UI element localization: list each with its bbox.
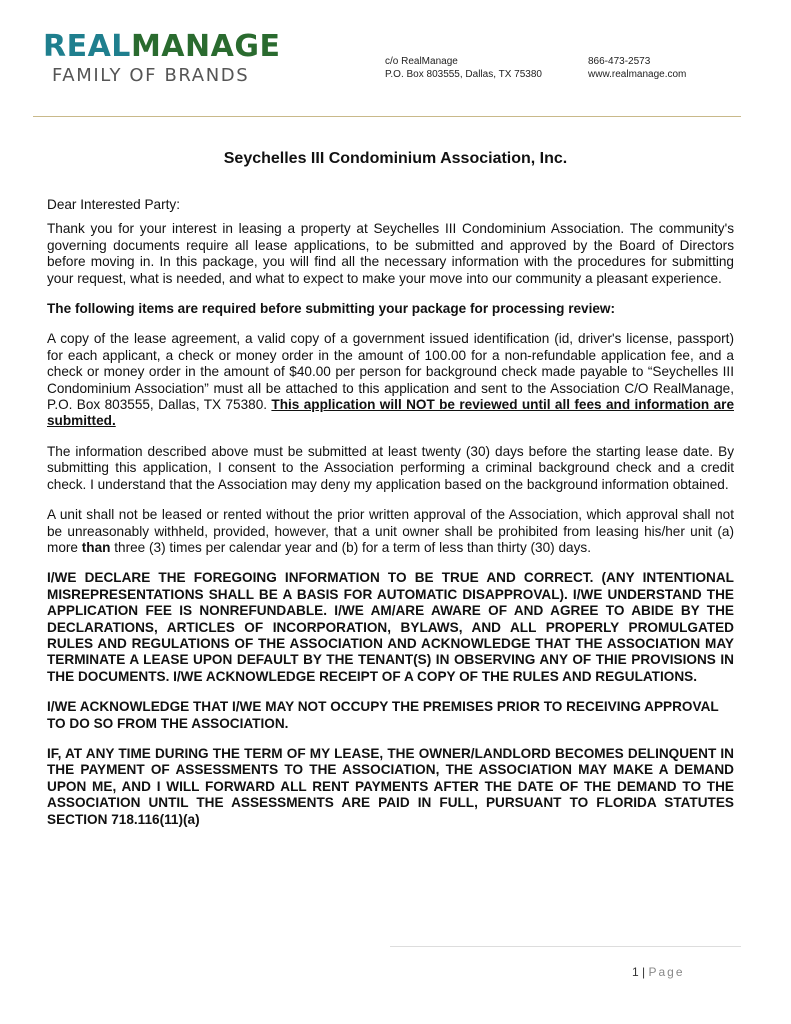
footer-divider: [390, 946, 741, 947]
website-link[interactable]: www.realmanage.com: [588, 69, 687, 80]
lease-restriction-text-2: three (3) times per calendar year and (b) for a term of less than thirty (30) days.: [110, 539, 591, 555]
lease-restriction-bold: than: [81, 539, 111, 555]
phone-number: 866-473-2573: [588, 56, 651, 67]
timing-paragraph: The information described above must be submitted at least twenty (30) days before the starting lease date. By submitting this application, I consent to the Association performing a criminal background check and a credit check. I understand that the Association may deny my application based on the background information obtained.: [47, 443, 734, 492]
declaration-paragraph: I/WE DECLARE THE FOREGOING INFORMATION TO BE TRUE AND CORRECT. (ANY INTENTIONAL MISREPRESENTATIONS SHALL BE A BASIS FOR AUTOMATIC DISAPPROVAL). I/WE UNDERSTAND THE APPLICATION FEE IS NONREFUNDABLE. I/WE AM/ARE AWARE OF AND AGREE TO ABIDE BY THE DECLARATIONS, ARTICLES OF INCORPORATION, BYLAWS, AND ALL PROPERLY PROMULGATED RULES AND REGULATIONS OF THE ASSOCIATION AND ACKNOWLEDGE THAT THE ASSOCIATION MAY TERMINATE A LEASE UPON DEFAULT BY THE TENANT(S) IN OBSERVING ANY OF THIE PROVISIONS IN THE DOCUMENTS. I/WE ACKNOWLEDGE RECEIPT OF A COPY OF THE RULES AND REGULATIONS.: [47, 570, 734, 684]
page-number-value: 1: [632, 965, 639, 979]
lease-restriction-paragraph: [47, 507, 734, 556]
document-title: Seychelles III Condominium Association, Inc.: [223, 150, 568, 167]
page-separator: |: [642, 965, 646, 979]
lease-restriction-text-1: A unit shall not be leased or rented without the prior written approval of the Association, which approval shall not be unreasonably withheld, provided, however, that a unit owner shall be prohibited from leasing his/her unit (a) more: [47, 507, 734, 555]
document-body: [47, 197, 734, 828]
logo-part-real: REAL: [43, 29, 131, 64]
address-line-1: c/o RealManage: [385, 56, 458, 67]
page-header: [0, 0, 791, 118]
header-divider: [33, 116, 741, 117]
page-number: [632, 965, 685, 979]
page-label: Page: [648, 965, 685, 979]
contact-block: [588, 55, 686, 81]
address-block: [385, 55, 542, 81]
delinquency-paragraph: IF, AT ANY TIME DURING THE TERM OF MY LEASE, THE OWNER/LANDLORD BECOMES DELINQUENT IN THE PAYMENT OF ASSESSMENTS TO THE ASSOCIATION, THE ASSOCIATION MAY MAKE A DEMAND UPON ME, AND I WILL FORWARD ALL RENT PAYMENTS AFTER THE DATE OF THE DEMAND TO THE ASSOCIATION UNTIL THE ASSESSMENTS ARE PAID IN FULL, PURSUANT TO FLORIDA STATUTES SECTION 718.116(11)(a): [47, 745, 734, 827]
required-items-heading: The following items are required before submitting your package for processing review:: [47, 301, 616, 317]
intro-paragraph: Thank you for your interest in leasing a property at Seychelles III Condominium Association. The community's governing documents require all lease applications, to be submitted and approved by the Board of Directors before moving in. In this package, you will find all the necessary information with the procedures for submitting your request, what is needed, and what to expect to make your move into our community a pleasant experience.: [47, 221, 734, 286]
salutation: Dear Interested Party:: [47, 197, 180, 212]
review-notice: This application will NOT be reviewed until all fees and information are submitted.: [47, 397, 734, 429]
realmanage-logo: [43, 29, 281, 64]
required-items-text: A copy of the lease agreement, a valid copy of a government issued identification (id, driver's license, passport) for each applicant, a check or money order in the amount of 100.00 for a non-refundable application fee, and a check or money order in the amount of $40.00 per person for background check made payable to “Seychelles III Condominium Association” must all be attached to this application and sent to the Association C/O RealManage, P.O. Box 803555, Dallas, TX 75380.: [47, 331, 734, 413]
occupancy-paragraph: I/WE ACKNOWLEDGE THAT I/WE MAY NOT OCCUPY THE PREMISES PRIOR TO RECEIVING APPROVAL TO DO SO FROM THE ASSOCIATION.: [47, 699, 719, 731]
address-line-2: P.O. Box 803555, Dallas, TX 75380: [385, 69, 542, 80]
required-items-paragraph: [47, 331, 734, 429]
logo-subtitle: FAMILY OF BRANDS: [52, 65, 250, 86]
logo-part-manage: MANAGE: [130, 29, 281, 64]
